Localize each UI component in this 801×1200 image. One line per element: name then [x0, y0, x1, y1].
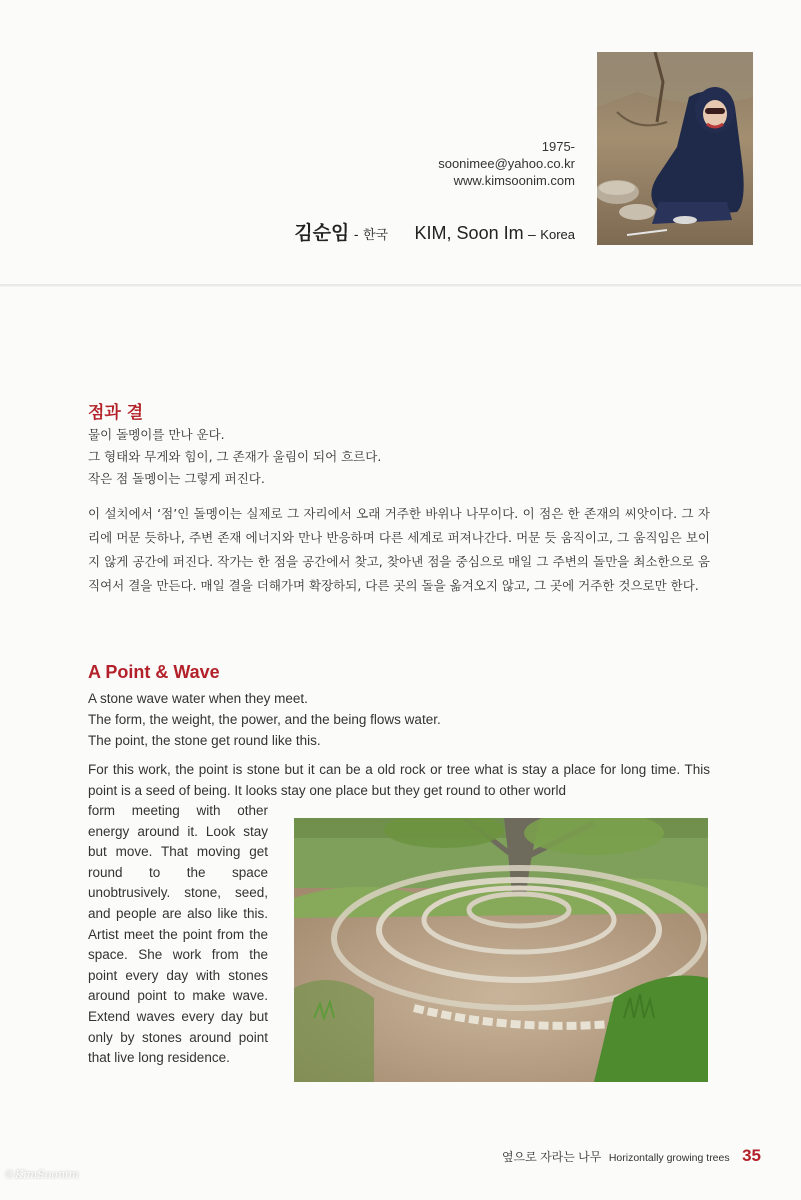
page-number: 35 — [742, 1146, 761, 1165]
artist-name-line — [294, 218, 575, 245]
english-body: For this work, the point is stone but it can be a old rock or tree what is stay a place for long time. This point is a seed of being. It looks stay one place but they get round to other world — [88, 762, 710, 798]
korean-poem — [88, 424, 381, 490]
korean-poem-line: 물이 돌멩이를 만나 운다. — [88, 427, 225, 442]
book-title-en: Horizontally growing trees — [608, 1152, 730, 1164]
korean-title: 점과 결 — [88, 403, 144, 423]
english-body-wrapped: form meeting with other energy around it. Look stay but move. That moving get round to the space unobtrusively. stone, seed, and people are also like this. Artist meet the point from the space. She work from the point every day with stones around point to make wave. Extend waves every day but only by stones around point that live long residence. — [88, 803, 268, 1066]
korean-poem-line: 작은 점 돌멩이는 그렇게 퍼진다. — [88, 471, 265, 486]
book-title-ko: 옆으로 자라는 나무 — [501, 1150, 602, 1164]
english-poem-line: The form, the weight, the power, and the being flows water. — [88, 712, 441, 727]
artist-country-en: Korea — [540, 227, 575, 242]
english-poem-line: A stone wave water when they meet. — [88, 691, 308, 706]
page-footer — [502, 1146, 761, 1166]
copyright-watermark: ©KimSoonim — [4, 1168, 79, 1181]
artist-website: www.kimsoonim.com — [453, 173, 575, 188]
artist-contact — [438, 138, 575, 189]
korean-poem-line: 그 형태와 무게와 힘이, 그 존재가 울림이 되어 흐르다. — [88, 449, 382, 464]
english-title: A Point & Wave — [88, 662, 220, 682]
english-poem — [88, 688, 441, 751]
artist-portrait-photo — [597, 52, 753, 245]
page-fold — [0, 284, 801, 287]
korean-body: 이 설치에서 ‘점’인 돌멩이는 실제로 그 자리에서 오래 거주한 바위나 나무이다. 이 점은 한 존재의 씨앗이다. 그 자리에 머문 듯하나, 주변 존재 에너지와 만나 반응하며 다른 세계로 퍼져나간다. 머문 듯 움직이고, 그 움직임은 보이지 않게 공간에 퍼진다. 작가는 한 점을 공간에서 찾고, 찾아낸 점을 중심으로 매일 그 주변의 돌만을 최소한으로 움직여서 결을 만든다. 매일 결을 더해가며 확장하되, 다른 곳의 돌을 옮겨오지 않고, 그 곳에 거주한 것으로만 한다. — [88, 506, 710, 593]
artist-name-en: KIM, Soon Im — [414, 223, 524, 243]
artist-year: 1975- — [541, 139, 575, 154]
stone-spiral-photo — [294, 818, 708, 1082]
artist-country-ko: 한국 — [362, 227, 389, 242]
english-poem-line: The point, the stone get round like this. — [88, 733, 321, 748]
name-dash: - — [353, 226, 359, 242]
name-dash-en: – — [528, 226, 536, 242]
artist-email: soonimee@yahoo.co.kr — [438, 156, 575, 171]
artist-name-ko: 김순임 — [294, 223, 350, 244]
